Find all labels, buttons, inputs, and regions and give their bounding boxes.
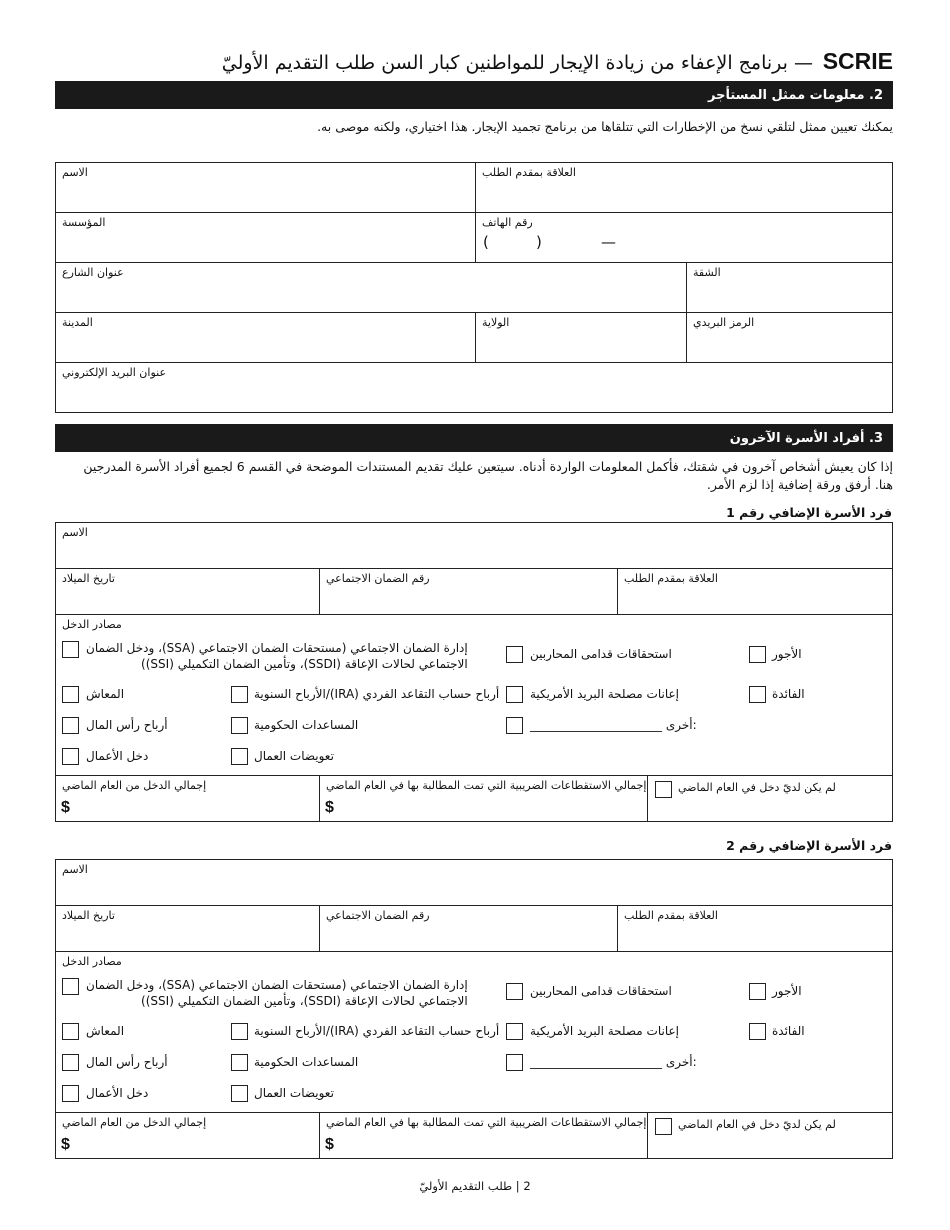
- rep-phone-label: رقم الهاتف: [482, 216, 533, 229]
- member-2-relationship-field[interactable]: [617, 905, 893, 952]
- rep-organization-field[interactable]: [55, 212, 476, 263]
- rep-city-label: المدينة: [62, 316, 93, 329]
- rep-zip-label: الرمز البريدي: [693, 316, 755, 329]
- member-2-dob-field[interactable]: [55, 905, 320, 952]
- rep-apt-field[interactable]: [686, 262, 893, 313]
- member-2-public-assist-label: المساعدات الحكومية: [254, 1055, 359, 1069]
- phone-paren-close: ): [536, 233, 542, 251]
- rep-email-field[interactable]: [55, 362, 893, 413]
- member-2-no-income-label: لم يكن لديّ دخل في العام الماضي: [678, 1118, 836, 1131]
- member-1-usps-label: إعانات مصلحة البريد الأمريكية: [530, 687, 679, 701]
- member-1-capital-gains-checkbox[interactable]: [62, 717, 79, 734]
- member-2-title: فرد الأسرة الإضافي رقم 2: [726, 838, 892, 853]
- member-1-ssa-label: إدارة الضمان الاجتماعي (مستحقات الضمان الاجتماعي (SSA)، ودخل الضمان الاجتماعي لحالات الإعاقة (SSDI)، وتأمين الضمان التكميلي (SSI)): [86, 641, 468, 671]
- phone-paren-open: (: [483, 233, 489, 251]
- member-1-other-checkbox[interactable]: [506, 717, 523, 734]
- member-1-interest-label: الفائدة: [772, 687, 805, 701]
- member-2-interest-label: الفائدة: [772, 1024, 805, 1038]
- member-2-ssa-label: إدارة الضمان الاجتماعي (مستحقات الضمان الاجتماعي (SSA)، ودخل الضمان الاجتماعي لحالات الإعاقة (SSDI)، وتأمين الضمان التكميلي (SSI)): [86, 978, 468, 1008]
- member-1-wages-label: الأجور: [772, 647, 802, 661]
- section-2-heading: 2. معلومات ممثل المستأجر: [55, 81, 893, 109]
- section-2-intro: يمكنك تعيين ممثل لتلقي نسخ من الإخطارات التي تتلقاها من برنامج تجميد الإيجار. هذا اختياري، ولكنه موصى به.: [317, 119, 893, 134]
- member-1-income-sources-label: مصادر الدخل: [62, 618, 122, 631]
- member-1-title: فرد الأسرة الإضافي رقم 1: [726, 505, 892, 520]
- member-1-relationship-label: العلاقة بمقدم الطلب: [624, 572, 718, 585]
- member-2-business-checkbox[interactable]: [62, 1085, 79, 1102]
- member-2-ira-checkbox[interactable]: [231, 1023, 248, 1040]
- member-2-other-label[interactable]: :أخرى ______________________: [530, 1055, 697, 1069]
- member-2-public-assist-checkbox[interactable]: [231, 1054, 248, 1071]
- phone-dash: —: [601, 233, 616, 251]
- member-1-interest-checkbox[interactable]: [749, 686, 766, 703]
- member-2-workers-comp-label: تعويضات العمال: [254, 1086, 334, 1100]
- member-1-name-field[interactable]: [55, 522, 893, 569]
- member-1-dob-field[interactable]: [55, 568, 320, 615]
- rep-name-label: الاسم: [62, 166, 88, 179]
- rep-street-field[interactable]: [55, 262, 687, 313]
- rep-apt-label: الشقة: [693, 266, 721, 279]
- member-2-dob-label: تاريخ الميلاد: [62, 909, 115, 922]
- member-1-other-label[interactable]: :أخرى ______________________: [530, 718, 697, 732]
- member-2-ssn-field[interactable]: [319, 905, 618, 952]
- member-1-total-income-currency: $: [61, 799, 70, 816]
- member-2-total-income-currency: $: [61, 1136, 70, 1153]
- member-1-public-assist-label: المساعدات الحكومية: [254, 718, 359, 732]
- member-1-pension-checkbox[interactable]: [62, 686, 79, 703]
- rep-zip-field[interactable]: [686, 312, 893, 363]
- member-1-tax-deductions-currency: $: [325, 799, 334, 816]
- member-1-usps-checkbox[interactable]: [506, 686, 523, 703]
- section-3-intro: إذا كان يعيش أشخاص آخرون في شقتك، فأكمل المعلومات الواردة أدناه. سيتعين عليك تقديم المستندات الموضحة في القسم 6 لجميع أفراد الأسرة المدرجين هنا. أرفق ورقة إضافية إذا لزم الأمر.: [83, 459, 893, 492]
- member-2-workers-comp-checkbox[interactable]: [231, 1085, 248, 1102]
- member-2-usps-label: إعانات مصلحة البريد الأمريكية: [530, 1024, 679, 1038]
- member-2-ssa-checkbox[interactable]: [62, 978, 79, 995]
- section-3-heading: 3. أفراد الأسرة الآخرون: [55, 424, 893, 452]
- member-2-capital-gains-label: أرباح رأس المال: [86, 1055, 168, 1069]
- member-1-capital-gains-label: أرباح رأس المال: [86, 718, 168, 732]
- member-1-ira-checkbox[interactable]: [231, 686, 248, 703]
- member-1-pension-label: المعاش: [86, 687, 125, 701]
- member-2-ssn-label: رقم الضمان الاجتماعي: [326, 909, 430, 922]
- rep-street-label: عنوان الشارع: [62, 266, 124, 279]
- member-1-ira-label: أرباح حساب التقاعد الفردي (IRA)/الأرباح السنوية: [254, 687, 500, 701]
- rep-state-field[interactable]: [475, 312, 687, 363]
- member-1-no-income-checkbox[interactable]: [655, 781, 672, 798]
- member-2-veterans-label: استحقاقات قدامى المحاربين: [530, 984, 672, 998]
- form-title-scrie: SCRIE: [822, 48, 893, 74]
- member-2-other-checkbox[interactable]: [506, 1054, 523, 1071]
- member-1-no-income-label: لم يكن لديّ دخل في العام الماضي: [678, 781, 836, 794]
- page-title: [55, 48, 893, 78]
- member-1-workers-comp-label: تعويضات العمال: [254, 749, 334, 763]
- member-2-usps-checkbox[interactable]: [506, 1023, 523, 1040]
- member-2-total-income-field[interactable]: [55, 1112, 320, 1159]
- member-1-ssn-label: رقم الضمان الاجتماعي: [326, 572, 430, 585]
- member-2-name-field[interactable]: [55, 859, 893, 906]
- member-2-wages-label: الأجور: [772, 984, 802, 998]
- member-1-ssa-checkbox[interactable]: [62, 641, 79, 658]
- member-1-business-checkbox[interactable]: [62, 748, 79, 765]
- rep-relationship-field[interactable]: [475, 162, 893, 213]
- member-2-total-income-label: إجمالي الدخل من العام الماضي: [62, 1116, 207, 1129]
- member-2-tax-deductions-field[interactable]: [319, 1112, 648, 1159]
- member-2-pension-checkbox[interactable]: [62, 1023, 79, 1040]
- member-2-no-income-cell: [647, 1112, 893, 1159]
- member-1-workers-comp-checkbox[interactable]: [231, 748, 248, 765]
- member-2-tax-deductions-label: إجمالي الاستقطاعات الضريبية التي تمت المطالبة بها في العام الماضي: [326, 1116, 647, 1129]
- member-2-business-label: دخل الأعمال: [86, 1086, 149, 1100]
- member-2-veterans-checkbox[interactable]: [506, 983, 523, 1000]
- member-2-tax-deductions-currency: $: [325, 1136, 334, 1153]
- member-1-dob-label: تاريخ الميلاد: [62, 572, 115, 585]
- member-1-public-assist-checkbox[interactable]: [231, 717, 248, 734]
- member-2-pension-label: المعاش: [86, 1024, 125, 1038]
- rep-organization-label: المؤسسة: [62, 216, 106, 229]
- member-1-veterans-label: استحقاقات قدامى المحاربين: [530, 647, 672, 661]
- rep-phone-field[interactable]: [475, 212, 893, 263]
- member-1-veterans-checkbox[interactable]: [506, 646, 523, 663]
- member-2-wages-checkbox[interactable]: [749, 983, 766, 1000]
- member-1-relationship-field[interactable]: [617, 568, 893, 615]
- rep-city-field[interactable]: [55, 312, 476, 363]
- rep-relationship-label: العلاقة بمقدم الطلب: [482, 166, 576, 179]
- member-1-business-label: دخل الأعمال: [86, 749, 149, 763]
- form-title-arabic: — برنامج الإعفاء من زيادة الإيجار للمواطنين كبار السن طلب التقديم الأوليّ: [221, 52, 813, 74]
- member-2-interest-checkbox[interactable]: [749, 1023, 766, 1040]
- member-2-no-income-checkbox[interactable]: [655, 1118, 672, 1135]
- member-2-ira-label: أرباح حساب التقاعد الفردي (IRA)/الأرباح السنوية: [254, 1024, 500, 1038]
- member-2-income-sources-label: مصادر الدخل: [62, 955, 122, 968]
- member-2-name-label: الاسم: [62, 863, 88, 876]
- rep-name-field[interactable]: [55, 162, 476, 213]
- member-1-no-income-cell: [647, 775, 893, 822]
- member-1-ssn-field[interactable]: [319, 568, 618, 615]
- member-1-name-label: الاسم: [62, 526, 88, 539]
- member-1-total-income-label: إجمالي الدخل من العام الماضي: [62, 779, 207, 792]
- member-1-tax-deductions-label: إجمالي الاستقطاعات الضريبية التي تمت المطالبة بها في العام الماضي: [326, 779, 647, 792]
- rep-email-label: عنوان البريد الإلكتروني: [62, 366, 167, 379]
- page-footer: 2 | طلب التقديم الأوليّ: [419, 1179, 531, 1193]
- member-1-wages-checkbox[interactable]: [749, 646, 766, 663]
- member-2-capital-gains-checkbox[interactable]: [62, 1054, 79, 1071]
- rep-state-label: الولاية: [482, 316, 510, 329]
- member-2-relationship-label: العلاقة بمقدم الطلب: [624, 909, 718, 922]
- member-1-total-income-field[interactable]: [55, 775, 320, 822]
- member-1-tax-deductions-field[interactable]: [319, 775, 648, 822]
